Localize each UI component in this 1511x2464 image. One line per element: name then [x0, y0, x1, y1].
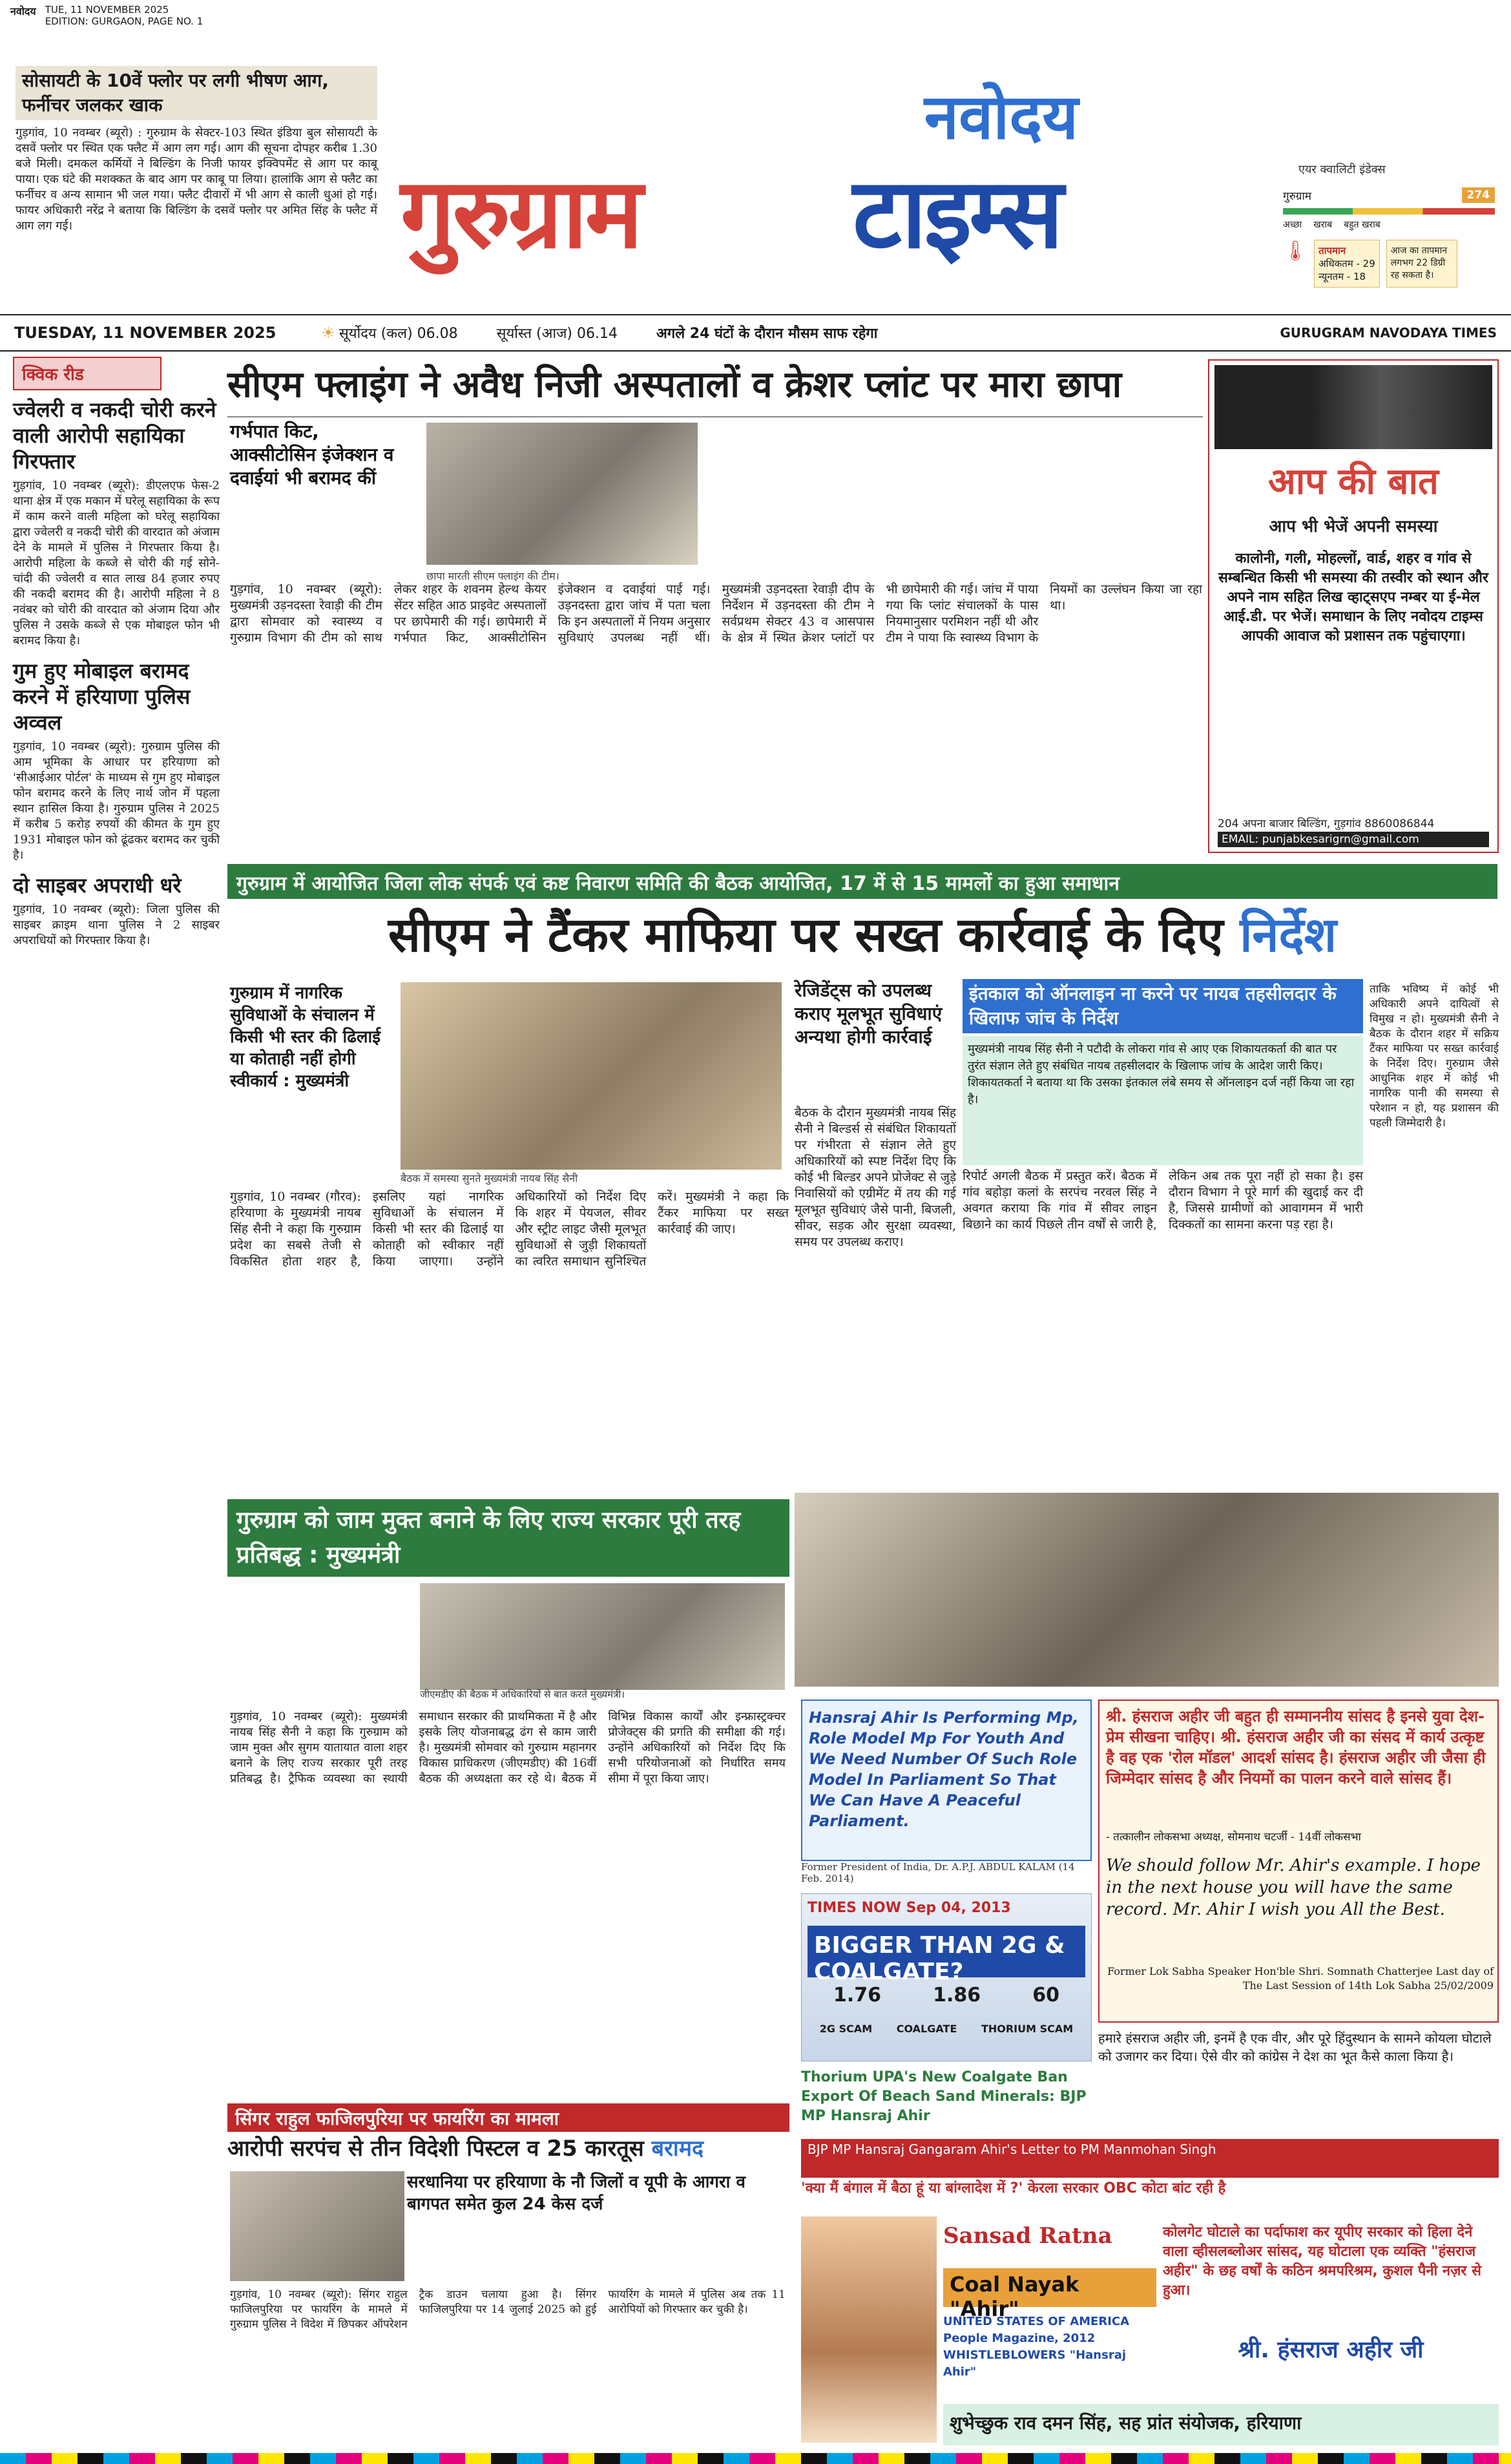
temp-label: तापमान	[1318, 245, 1346, 257]
coalgate-text: कोलगेट घोटाले का पर्दाफाश कर यूपीए सरकार को हिला देने वाला व्हीसलब्लोअर सांसद, यह घोटाला एक व्यक्ति "हंसराज अहीर" के छह वर्षों के कठिन श्रमपरिश्रम, कुशल पैनी नज़र से हुआ।	[1163, 2224, 1481, 2299]
masthead	[0, 53, 1511, 311]
story2-headline-accent: निर्देश	[1240, 907, 1337, 963]
story7-body: गुड़गांव, 10 नवम्बर (ब्यूरो): सिंगर राहुल फाजिलपुरिया पर फायरिंग के मामले में गुरुग्राम पुलिस ने विदेश में छिपकर ऑपरेशन ट्रैक डाउन चलाया हुआ है। सिंगर फाजिलपुरिया पर 14 जुलाई 2025 को हुई फायरिंग के मामले में पुलिस अब तक 11 आरोपियों को गिरफ्तार कर चुकी है।	[230, 2288, 786, 2331]
thermometer-icon: 🌡	[1283, 240, 1308, 262]
aqi-legend-bad: खराब	[1313, 220, 1333, 230]
story7-headline-main: आरोपी सरपंच से तीन विदेशी पिस्टल व 25 कारतूस	[227, 2136, 652, 2162]
news-clip-title: TIMES NOW Sep 04, 2013	[808, 1900, 1011, 1916]
story7-headline	[227, 2134, 789, 2166]
letter-strip: BJP MP Hansraj Gangaram Ahir's Letter to PM Manmohan Singh	[801, 2139, 1499, 2178]
news-clip-headline: BIGGER THAN 2G & COALGATE?	[808, 1926, 1085, 1977]
contact-email[interactable]: EMAIL: punjabkesarigrn@gmail.com	[1218, 832, 1489, 847]
aqi-legend-very-bad: बहुत खराब	[1344, 220, 1381, 230]
meeting-banner: गुरुग्राम में आयोजित जिला लोक संपर्क एवं कष्ट निवारण समिति की बैठक आयोजित, 17 में से 15 मामलों का हुआ समाधान	[227, 864, 1497, 899]
contact-address: 204 अपना बाजार बिल्डिंग, गुड़गांव 8860086844	[1218, 817, 1435, 830]
news-label-2g: 2G SCAM	[819, 2023, 873, 2035]
top-edition: EDITION: GURGAON, PAGE NO. 1	[45, 16, 203, 27]
issue-date: TUESDAY, 11 NOVEMBER 2025	[14, 324, 276, 342]
aap-ki-baat-sub: आप भी भेजें अपनी समस्या	[1269, 517, 1438, 536]
brand-times: टाइम्स	[853, 158, 1061, 270]
left-body-2: गुड़गांव, 10 नवम्बर (ब्यूरो): गुरुग्राम पुलिस की आम भूमिका के आधार पर हरियाणा को 'सीआईआर पोर्टल' के माध्यम से गुम हुए मोबाइल फोन बरामद करने के लिए नार्थ जोन में पहला स्थान हासिल किया है। गुरुग्राम पुलिस ने 2025 में करीब 5 करोड़ रुपयों की कीमत के गुम हुए 1931 मोबाइल फोन को ढूंढकर बरामद कर चुकी है।	[13, 740, 220, 862]
story6-body: गुड़गांव, 10 नवम्बर (ब्यूरो): मुख्यमंत्री नायब सिंह सैनी ने कहा कि गुरुग्राम को जाम मुक्त और सुगम यातायात वाला शहर बनाने के लिए राज्य सरकार पूरी तरह प्रतिबद्ध है। ट्रैफिक व्यवस्था का स्थायी समाधान सरकार की प्राथमिकता में है और इसके लिए योजनाबद्ध ढंग से काम जारी है। मुख्यमंत्री सोमवार को गुरुग्राम महानगर विकास प्राधिकरण (जीएमडीए) की 16वीं बैठक की अध्यक्षता कर रहे थे। बैठक में विभिन्न विकास कार्यों और इन्फ्रास्ट्रक्चर प्रोजेक्ट्स की प्रगति की समीक्षा की गई। उन्होंने अधिकारियों को निर्देश दिए कि सभी परियोजनाओं को निर्धारित समय सीमा में पूरा किया जाए।	[230, 1710, 786, 1785]
kalam-quote-source: Former President of India, Dr. A.P.J. ABDUL KALAM (14 Feb. 2014)	[801, 1861, 1075, 1884]
aap-ki-baat-photo	[1214, 365, 1492, 449]
aap-ki-baat-contact	[1218, 816, 1489, 852]
story2-headline-main: सीएम ने टैंकर माफिया पर सख्त कार्रवाई के दिए	[388, 907, 1240, 963]
aap-ki-baat-body: कालोनी, गली, मोहल्लों, वार्ड, शहर व गांव से सम्बन्धित किसी भी समस्या की तस्वीर को स्थान और अपने नाम सहित लिख व्हाट्सएप नम्बर या ई-मेल आई.डी. पर भेजें। समाधान के लिए नवोदय टाइम्स आपकी आवाज को प्रशासन तक पहुंचाएगा।	[1218, 551, 1488, 644]
sunset: सूर्यास्त (आज) 06.14	[496, 326, 618, 342]
aqi-city: गुरुग्राम	[1283, 189, 1311, 203]
news-value-coalgate: 1.86	[933, 1984, 981, 2006]
brand-gurugram: गुरुग्राम	[401, 158, 641, 270]
whistleblower-award: UNITED STATES OF AMERICA People Magazine, 2012 WHISTLEBLOWERS "Hansraj Ahir"	[943, 2315, 1130, 2379]
kalam-quote: Hansraj Ahir Is Performing Mp, Role Model Mp For Youth And We Need Number Of Such Role Model In Parliament So That We Can Have A Peaceful Parliament.	[801, 1700, 1092, 1861]
top-story-body: गुड़गांव, 10 नवम्बर (ब्यूरो) : गुरुग्राम के सेक्टर-103 स्थित इंडिया बुल सोसायटी के दसवें फ्लोर पर स्थित एक फ्लैट में आग लग गई। आग की सूचना दोपहर करीब 1.30 बजे मिली। दमकल कर्मियों ने बिल्डिंग के निजी फायर इक्विपमेंट से आग पर काबू पाया। एक घंटे की मशक्कत के बाद आग पर काबू पा लिया। हालांकि आग से फ्लैट का फर्नीचर व अन्य सामान भी जल गया। फ्लैट दीवारों में भी आग से काली धुआं हो गई। फायर अधिकारी नरेंद्र ने बताया कि बिल्डिंग के दसवें फ्लोर पर अमित सिंह के फ्लैट में आग लग गई।	[16, 126, 377, 233]
story4-lead: मुख्यमंत्री नायब सिंह सैनी ने पटौदी के लोकरा गांव से आए एक शिकायतकर्ता की बात पर तुरंत संज्ञान लेते हुए संबंधित नायब तहसीलदार के खिलाफ जांच के आदेश जारी किए। शिकायतकर्ता ने बताया था कि उसका इंतकाल लंबे समय से ऑनलाइन दर्ज नहीं किया जा रहा है।	[963, 1036, 1363, 1165]
story1-photo	[426, 423, 698, 565]
left-column	[13, 357, 220, 2450]
story5-body: ताकि भविष्य में कोई भी अधिकारी अपने दायित्वों से विमुख न हो। मुख्यमंत्री सैनी ने बैठक के दौरान शहर में सक्रिय टैंकर माफिया पर सख्त कार्रवाई के निर्देश दिए। गुरुग्राम जैसे आधुनिक शहर में कोई भी नागरिक पानी की समस्या से परेशान न हो, यह प्रशासन की पहली जिम्मेदारी है।	[1370, 983, 1499, 1130]
story1-body: गुड़गांव, 10 नवम्बर (ब्यूरो): मुख्यमंत्री उड़नदस्ता रेवाड़ी की टीम द्वारा सोमवार को स्वास्थ्य व गुरुग्राम विभाग की टीम को साथ लेकर शहर के शवनम हेल्थ केयर सेंटर सहित आठ प्राइवेट अस्पतालों पर छापेमारी की गई। छापेमारी में गर्भपात किट, आक्सीटोसिन इंजेक्शन व दवाईयां पाई गई। उड़नदस्ता द्वारा जांच में पता चला कि इन अस्पतालों में नियम अनुसार सुविधाएं उपलब्ध नहीं थीं। मुख्यमंत्री उड़नदस्ता रेवाड़ी दीप के निर्देशन में उड़नदस्ता की टीम ने सर्वप्रथम सेक्टर 43 व आसपास के क्षेत्र में स्थित क्रेशर प्लांटों पर भी छापेमारी की गई। जांच में पाया गया कि प्लांट संचालकों के पास नियमानुसार परमिशन नहीं थी और टीम ने पाया कि स्वास्थ्य विभाग के नियमों का उल्लंघन किया जा रहा था।	[230, 582, 1202, 645]
story4-body: रिपोर्ट अगली बैठक में प्रस्तुत करें। बैठक में गांव बहोड़ा कलां के सरपंच नरवल सिंह ने अवगत कराया कि गांव में सीवर लाइन बिछाने का कार्य पिछले तीन वर्षों से जारी है, लेकिन अब तक पूरा नहीं हो सका है। इस दौरान विभाग ने पूरे मार्ग की खुदाई कर दी है, जिससे ग्रामीणों को आवागमन में भारी दिक्कतों का सामना करना पड़ रहा है।	[963, 1169, 1363, 1232]
aqi-legend-good: अच्छा	[1283, 220, 1302, 230]
speaker-quote-english: We should follow Mr. Ahir's example. I hope in the next house you will have the same record. Mr. Ahir I wish you All the Best.	[1106, 1856, 1481, 1919]
top-story	[16, 66, 377, 305]
brand-block	[401, 72, 1266, 286]
story1-caption: छापा मारती सीएम फ्लाइंग की टीम।	[426, 570, 559, 582]
story3-headline: रेजिडेंट्स को उपलब्ध कराए मूलभूत सुविधाएं अन्यथा होगी कार्रवाई	[795, 980, 943, 1048]
meeting-photo	[795, 1493, 1499, 1687]
bengal-quote: 'क्या मैं बंगाल में बैठा हूं या बांग्लादेश में ?' केरला सरकार OBC कोटा बांट रही है	[801, 2180, 1226, 2196]
left-body-1: गुड़गांव, 10 नवम्बर (ब्यूरो): डीएलएफ फेस-2 थाना क्षेत्र में एक मकान में घरेलू सहायिका के रूप में काम करने वाली महिला को घरेलू सहायिका द्वारा ज्वेलरी व नकदी चोरी की वारदात को अंजाम देने के मामले में पुलिस ने गिरफ्तार किया है। आरोपी महिला के कब्जे से चोरी की गई सोने-चांदी की ज्वेलरी व सात लाख 84 हजार रुपए की नकदी बरामद की है। आरोपी महिला ने 8 नवंबर को चोरी की वारदात को अंजाम दिया और पुलिस ने उसके कब्जे से एक मोबाइल फोन भी बरामद किया है।	[13, 479, 220, 648]
story3-body: बैठक के दौरान मुख्यमंत्री नायब सिंह सैनी ने बिल्डर्स से संबंधित शिकायतों पर गंभीरता से संज्ञान लेते हुए अधिकारियों को स्पष्ट निर्देश दिए कि कोई भी बिल्डर अपने प्रोजेक्ट से जुड़े निवासियों को एग्रीमेंट में तय की गई मूलभूत सुविधाएं जैसे पानी, बिजली, सीवर, सड़क और सुरक्षा व्यवस्था, समय पर उपलब्ध कराए।	[795, 1106, 956, 1249]
well-wisher: शुभेच्छुक राव दमन सिंह, सह प्रांत संयोजक, हरियाणा	[943, 2404, 1499, 2445]
news-clip-labels	[808, 2023, 1085, 2048]
honoree-name: श्री. हंसराज अहीर जी	[1238, 2337, 1424, 2363]
weather-forecast: अगले 24 घंटों के दौरान मौसम साफ रहेगा	[656, 326, 878, 342]
aqi-value: 274	[1462, 187, 1495, 203]
left-headline-1: ज्वेलरी व नकदी चोरी करने वाली आरोपी सहायिका गिरफ्तार	[13, 397, 216, 474]
left-body-3: गुड़गांव, 10 नवम्बर (ब्यूरो): जिला पुलिस की साइबर क्राइम थाना पुलिस ने 2 साइबर अपराधियों को गिरफ्तार किया है।	[13, 903, 220, 947]
story2-caption: बैठक में समस्या सुनते मुख्यमंत्री नायब सिंह सैनी	[401, 1172, 578, 1185]
story2-subheadline: गुरुग्राम में नागरिक सुविधाओं के संचालन में किसी भी स्तर की ढिलाई या कोताही नहीं होगी स्वीकार्य : मुख्यमंत्री	[230, 984, 381, 1091]
story1-headline: सीएम फ्लाइंग ने अवैध निजी अस्पतालों व क्रेशर प्लांट पर मारा छापा	[227, 359, 1203, 417]
jam-free-banner: गुरुग्राम को जाम मुक्त बनाने के लिए राज्य सरकार पूरी तरह प्रतिबद्ध : मुख्यमंत्री	[227, 1499, 789, 1577]
story8-headline: सरधानिया पर हरियाणा के नौ जिलों व यूपी के आगरा व बागपत समेत कुल 24 केस दर्ज	[407, 2173, 745, 2214]
temp-note: आज का तापमान लगभग 22 डिग्री रह सकता है।	[1386, 240, 1457, 288]
aap-ki-baat-title: आप की बात	[1268, 461, 1439, 503]
coal-nayak: Coal Nayak "Ahir"	[943, 2268, 1156, 2307]
story2-body: गुड़गांव, 10 नवम्बर (गौरव): हरियाणा के मुख्यमंत्री नायब सिंह सैनी ने कहा कि गुरुग्राम प्रदेश का सबसे तेजी से विकसित होता शहर है, इसलिए यहां नागरिक सुविधाओं के संचालन में किसी भी स्तर की ढिलाई या कोताही को स्वीकार नहीं किया जाएगा। उन्होंने अधिकारियों को निर्देश दिए कि शहर में पेयजल, सीवर और स्ट्रीट लाइट जैसी मूलभूत सुविधाओं से जुड़ी शिकायतों का त्वरित समाधान सुनिश्चित करें। मुख्यमंत्री ने कहा कि टैंकर माफिया पर सख्त कार्रवाई की जाए।	[230, 1190, 789, 1269]
aqi-title: एयर क्वालिटी इंडेक्स	[1298, 163, 1386, 176]
top-date: TUE, 11 NOVEMBER 2025	[45, 4, 169, 16]
sansad-ratna: Sansad Ratna	[943, 2223, 1112, 2249]
news-clip-2: हमारे हंसराज अहीर जी, इनमें है एक वीर, और पूरे हिंदुस्थान के सामने कोयला घोटाले को उजागर कर दिया। ऐसे वीर को कांग्रेस ने देश का भूत कैसे काला किया है।	[1098, 2030, 1492, 2064]
paper-name: GURUGRAM NAVODAYA TIMES	[1280, 325, 1497, 341]
top-strip	[0, 0, 1511, 32]
top-story-headline: सोसायटी के 10वें फ्लोर पर लगी भीषण आग, फर्नीचर जलकर खाक	[16, 66, 377, 120]
speaker-signature: Former Lok Sabha Speaker Hon'ble Shri. Somnath Chatterjee Last day of The Last Session of 14th Lok Sabha 25/02/2009	[1107, 1965, 1494, 1992]
date-strip	[0, 314, 1511, 352]
color-registration-bar	[0, 2453, 1511, 2464]
sunrise: सूर्योदय (कल) 06.08	[339, 326, 458, 342]
news-value-2g: 1.76	[833, 1984, 882, 2006]
news-label-thorium: THORIUM SCAM	[981, 2023, 1074, 2035]
story6-caption: जीएमडीए की बैठक में अधिकारियों से बात करते मुख्यमंत्री।	[420, 1689, 625, 1700]
story1-subheadline: गर्भपात किट, आक्सीटोसिन इंजेक्शन व दवाईयां भी बरामद कीं	[230, 421, 394, 489]
story2-photo	[401, 982, 782, 1170]
speaker-quote-hindi: श्री. हंसराज अहीर जी बहुत ही सम्माननीय सांसद है इनसे युवा देश-प्रेम सीखना चाहिए। श्री. हंसराज अहीर जी का संसद में कार्य उत्कृष्ट है वह एक 'रोल मॉडल' आदर्श सांसद है। हंसराज अहीर जी जैसा ही जिम्मेदार सांसद है और नियमों का पालन करने वाले सांसद हैं।	[1106, 1707, 1486, 1787]
aqi-scale-bar	[1283, 208, 1495, 215]
temp-min: न्यूनतम - 18	[1318, 271, 1366, 282]
coalgate-clip: Thorium UPA's New Coalgate Ban Export Of Beach Sand Minerals: BJP MP Hansraj Ahir	[801, 2069, 1087, 2124]
portrait-photo	[801, 2217, 937, 2443]
temp-max: अधिकतम - 29	[1318, 258, 1375, 269]
news-label-coalgate: COALGATE	[896, 2023, 957, 2035]
aqi-widget	[1279, 156, 1499, 305]
quick-read-label: क्विक रीड	[13, 357, 162, 390]
story4-headline: इंतकाल को ऑनलाइन ना करने पर नायब तहसीलदार के खिलाफ जांच के निर्देश	[963, 979, 1363, 1033]
firing-banner: सिंगर राहुल फाजिलपुरिया पर फायरिंग का मामला	[227, 2103, 789, 2132]
sun-icon: ☀	[321, 324, 335, 342]
story2-headline	[227, 901, 1497, 973]
story7-photo	[230, 2171, 404, 2281]
brand-navodaya: नवोदय	[924, 81, 1079, 153]
left-headline-3: दो साइबर अपराधी धरे	[13, 873, 182, 898]
news-value-thorium: 60	[1032, 1984, 1059, 2006]
story6-photo	[420, 1583, 785, 1690]
top-brand: नवोदय	[10, 5, 36, 17]
speaker-quote-source: - तत्कालीन लोकसभा अध्यक्ष, सोमनाथ चटर्जी - 14वीं लोकसभा	[1106, 1831, 1361, 1844]
news-clip-values	[808, 1984, 1085, 2023]
story7-headline-accent: बरामद	[651, 2136, 704, 2162]
left-headline-2: गुम हुए मोबाइल बरामद करने में हरियाणा पुलिस अव्वल	[13, 658, 191, 735]
